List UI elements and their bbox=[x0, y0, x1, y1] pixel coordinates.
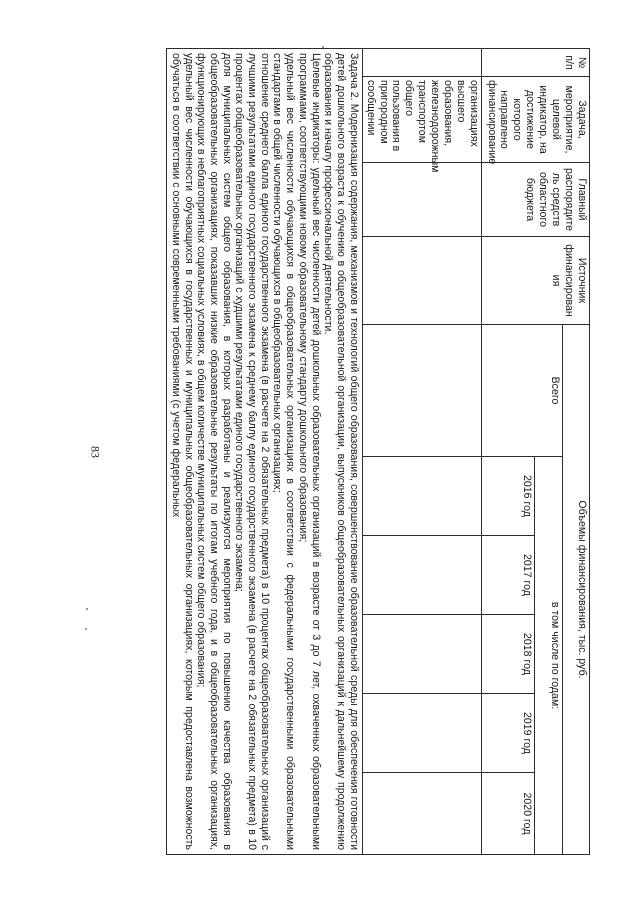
task2-indicator: удельный вес численности обучающихся в государственных и муниципальных общеобразовательных организациях, которым предоставлена возможность обучаться в соответствии с основными современными требованиями (с учетом федеральных bbox=[169, 53, 195, 851]
header-total: Всего bbox=[482, 325, 563, 457]
empty-cell bbox=[362, 163, 481, 237]
task2-title: Задача 2. Модернизация содержания, механизмов и технологий общего образования, совершенствование образовательной среды для обеспечения готовности детей дошкольного возраста к обучению в общеобразовательной организации, выпускников общеобразовательных организаций к дальнейшему продолжению образования и началу профессиональной деятельности. bbox=[322, 53, 360, 851]
row-text: организациях высшего образования, железнодорожным транспортом общего пользования в пригородном сообщении bbox=[362, 77, 481, 163]
header-manager: Главный распорядите ль средств областного бюджета bbox=[482, 163, 590, 237]
header-by-years: в том числе по годам: bbox=[535, 457, 563, 855]
task2-indicators: Целевые индикаторы: удельный вес численности детей дошкольных образовательных организаций в возрасте от 3 до 7 лет, охваченных образовательными программами, соответствующими новому образовательному стандарту дошкольного образования; bbox=[296, 53, 322, 851]
page-number: 83 bbox=[88, 446, 103, 458]
empty-cell bbox=[362, 237, 481, 325]
empty-cell bbox=[362, 694, 481, 773]
task2-indicator: доля муниципальных систем общего образования, в которых разработаны и реализуются мероприятия по повышению качества образования в общеобразовательных организациях, показавших низкие образовательные результаты по итогам учебного года, и в общеобразовательных организациях, функционирующих в неблагоприятных социальных условиях, в общем количестве муниципальных систем общего образования; bbox=[195, 53, 233, 851]
scan-speck bbox=[86, 608, 88, 610]
empty-cell bbox=[362, 536, 481, 615]
task2-cell bbox=[167, 49, 363, 855]
empty-cell bbox=[362, 615, 481, 694]
header-row-1 bbox=[563, 49, 590, 855]
header-year: 2018 год bbox=[482, 615, 535, 694]
header-num: № п/п bbox=[482, 49, 590, 77]
row-num bbox=[362, 49, 481, 77]
empty-cell bbox=[362, 325, 481, 457]
empty-cell bbox=[362, 773, 481, 855]
scan-speck bbox=[85, 628, 87, 630]
task2-indicator: удельный вес численности обучающихся в общеобразовательных организациях в соответствии с федеральными государственными образовательными стандартами в общей численности обучающихся в общеобразовательных организациях; bbox=[271, 53, 297, 851]
scan-speck bbox=[322, 46, 324, 48]
header-year: 2019 год bbox=[482, 694, 535, 773]
empty-cell bbox=[362, 457, 481, 536]
task-row bbox=[167, 49, 363, 855]
header-year: 2016 год bbox=[482, 457, 535, 536]
table-row bbox=[362, 49, 481, 855]
header-volume: Объемы финансирования, тыс. руб. bbox=[563, 325, 590, 855]
financing-table bbox=[166, 48, 590, 855]
header-task: Задача, мероприятие, целевой индикатор, на достижение которого направлено финансирование bbox=[482, 77, 590, 163]
task2-indicator: отношение среднего балла единого государственного экзамена (в расчете на 2 обязательных предмета) в 10 процентах общеобразовательных организаций с лучшими результатами единого государственного экзамена к среднему баллу единого государственного экзамена (в расчете на 2 обязательных предмета) в 10 процентах общеобразовательных организаций с худшими результатами единого государственного экзамена; bbox=[233, 53, 271, 851]
header-year: 2020 год bbox=[482, 773, 535, 855]
rotated-table-sheet bbox=[169, 48, 590, 854]
header-year: 2017 год bbox=[482, 536, 535, 615]
header-source: Источник финансирован ия bbox=[482, 237, 590, 325]
